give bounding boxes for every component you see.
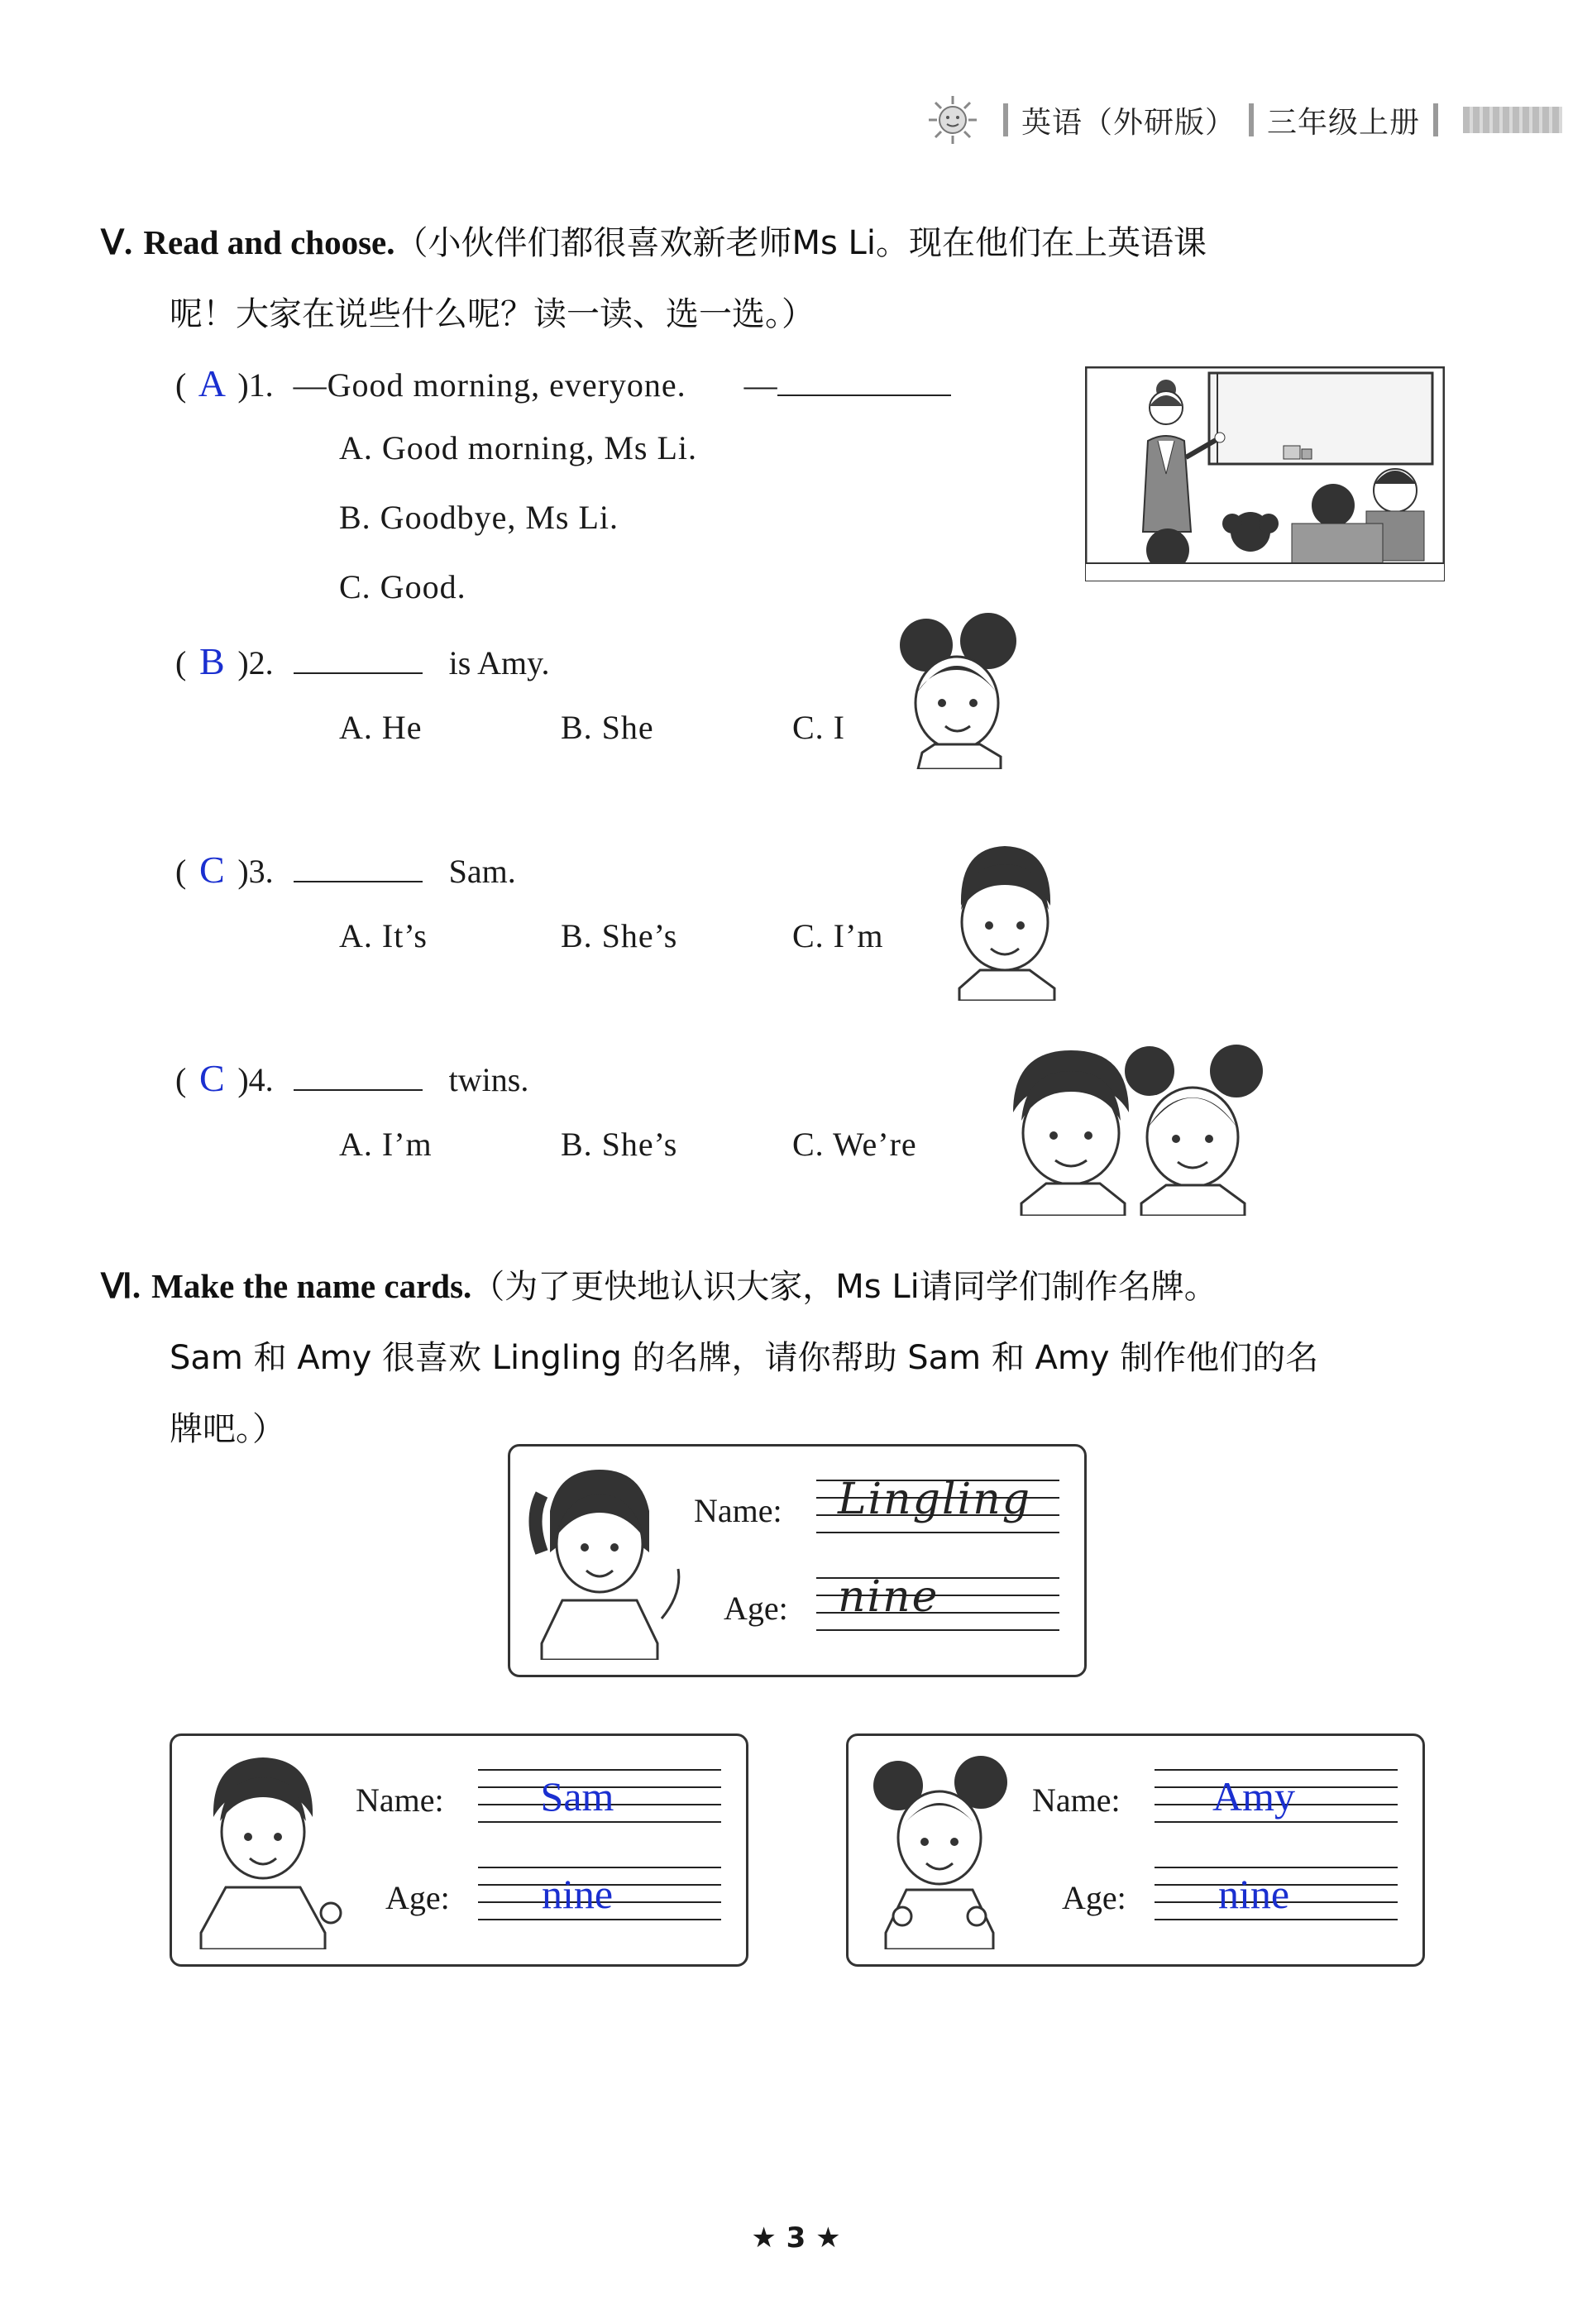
answer-blank-3[interactable]	[294, 848, 423, 882]
question-1-stem: —Good morning, everyone.	[293, 366, 686, 404]
section-6-instruction: （为了更快地认识大家，Ms Li请同学们制作名牌。	[471, 1268, 1217, 1306]
header-decor-bar	[1463, 107, 1562, 133]
paren-open: (	[175, 1061, 187, 1098]
section-5-instruction: （小伙伴们都很喜欢新老师Ms Li。现在他们在上英语课	[394, 224, 1207, 262]
q2-option-c: C. I	[792, 709, 845, 746]
name-label: Name:	[1032, 1781, 1121, 1819]
section-5-instruction-line2: 呢！大家在说些什么呢？读一读、选一选。）	[170, 295, 815, 333]
header-divider	[1003, 103, 1008, 136]
lingling-illustration	[525, 1461, 699, 1660]
question-1-dash: —	[743, 366, 777, 404]
q4-option-b: B. She’s	[561, 1126, 678, 1163]
paren-open: (	[175, 366, 187, 404]
page-header	[927, 91, 1562, 149]
question-2-number: )2.	[237, 644, 274, 681]
lingling-age-value: nine	[838, 1572, 939, 1622]
name-card-sam	[170, 1733, 748, 1967]
question-3	[175, 847, 516, 895]
q1-option-a: A. Good morning, Ms Li.	[339, 429, 697, 466]
header-subject: 英语（外研版）	[1021, 105, 1236, 140]
q4-option-c: C. We’re	[792, 1126, 917, 1163]
amy-card-illustration	[865, 1751, 1030, 1949]
answer-1[interactable]: A	[198, 362, 226, 404]
star-icon: ★	[815, 2221, 841, 2255]
q1-option-b: B. Goodbye, Ms Li.	[339, 499, 619, 536]
name-label: Name:	[694, 1492, 782, 1529]
paren-open: (	[175, 853, 187, 890]
amy-age-input[interactable]: nine	[1217, 1871, 1290, 1917]
section-6-instruction-line2-wrap	[170, 1322, 1575, 1394]
page-number: 3	[786, 2221, 806, 2255]
question-4	[175, 1055, 528, 1103]
section-6-instruction-line2: Sam 和 Amy 很喜欢 Lingling 的名牌，请你帮助 Sam 和 Amy 制作他们的名	[170, 1339, 1319, 1377]
twins-illustration	[1001, 1038, 1274, 1216]
section-6-number: Ⅵ.	[101, 1267, 141, 1305]
section-5-instruction-line2-wrap	[170, 278, 815, 350]
question-2	[175, 638, 550, 686]
answer-3[interactable]: C	[198, 849, 225, 891]
lingling-name-value: Lingling	[838, 1475, 1031, 1524]
star-icon: ★	[751, 2221, 777, 2255]
section-5-number: Ⅴ.	[101, 223, 133, 261]
sun-icon	[927, 94, 978, 146]
name-label: Name:	[356, 1781, 444, 1819]
age-label: Age:	[724, 1590, 788, 1627]
question-3-text: Sam.	[448, 853, 516, 890]
section-5-title: Read and choose.	[143, 223, 395, 261]
answer-blank-2[interactable]	[294, 639, 423, 674]
amy-illustration	[897, 612, 1021, 769]
section-6-heading	[101, 1250, 1565, 1322]
answer-blank-1[interactable]	[777, 361, 951, 396]
paren-open: (	[175, 644, 187, 681]
answer-2[interactable]: B	[198, 640, 225, 682]
answer-blank-4[interactable]	[294, 1056, 423, 1091]
name-card-lingling	[508, 1444, 1087, 1677]
question-3-number: )3.	[237, 853, 274, 890]
q2-option-b: B. She	[561, 709, 654, 746]
page-footer	[0, 2221, 1592, 2255]
question-4-text: twins.	[448, 1061, 529, 1098]
question-4-number: )4.	[237, 1061, 274, 1098]
sam-illustration	[943, 839, 1067, 1001]
amy-name-input[interactable]: Amy	[1212, 1773, 1295, 1820]
header-divider	[1249, 103, 1254, 136]
q4-option-a: A. I’m	[339, 1126, 433, 1163]
question-1-number: )1.	[237, 366, 274, 404]
q1-option-c: C. Good.	[339, 568, 466, 605]
header-divider	[1433, 103, 1438, 136]
answer-4[interactable]: C	[198, 1057, 225, 1099]
q2-option-a: A. He	[339, 709, 423, 746]
age-label: Age:	[1062, 1879, 1126, 1916]
section-6-instruction-line3: 牌吧。）	[170, 1410, 285, 1448]
q3-option-c: C. I’m	[792, 917, 884, 954]
sam-age-input[interactable]: nine	[541, 1871, 614, 1917]
section-5-heading	[101, 207, 1507, 279]
question-2-text: is Amy.	[448, 644, 550, 681]
sam-name-input[interactable]: Sam	[540, 1773, 614, 1820]
sam-card-illustration	[189, 1751, 354, 1949]
question-1	[175, 361, 951, 409]
age-label: Age:	[385, 1879, 450, 1916]
q3-option-a: A. It’s	[339, 917, 428, 954]
section-6-title: Make the name cards.	[151, 1267, 472, 1305]
name-card-amy	[846, 1733, 1425, 1967]
classroom-illustration	[1085, 366, 1445, 581]
q3-option-b: B. She’s	[561, 917, 678, 954]
header-grade: 三年级上册	[1266, 105, 1420, 140]
section-6-instruction-line3-wrap	[170, 1393, 285, 1465]
